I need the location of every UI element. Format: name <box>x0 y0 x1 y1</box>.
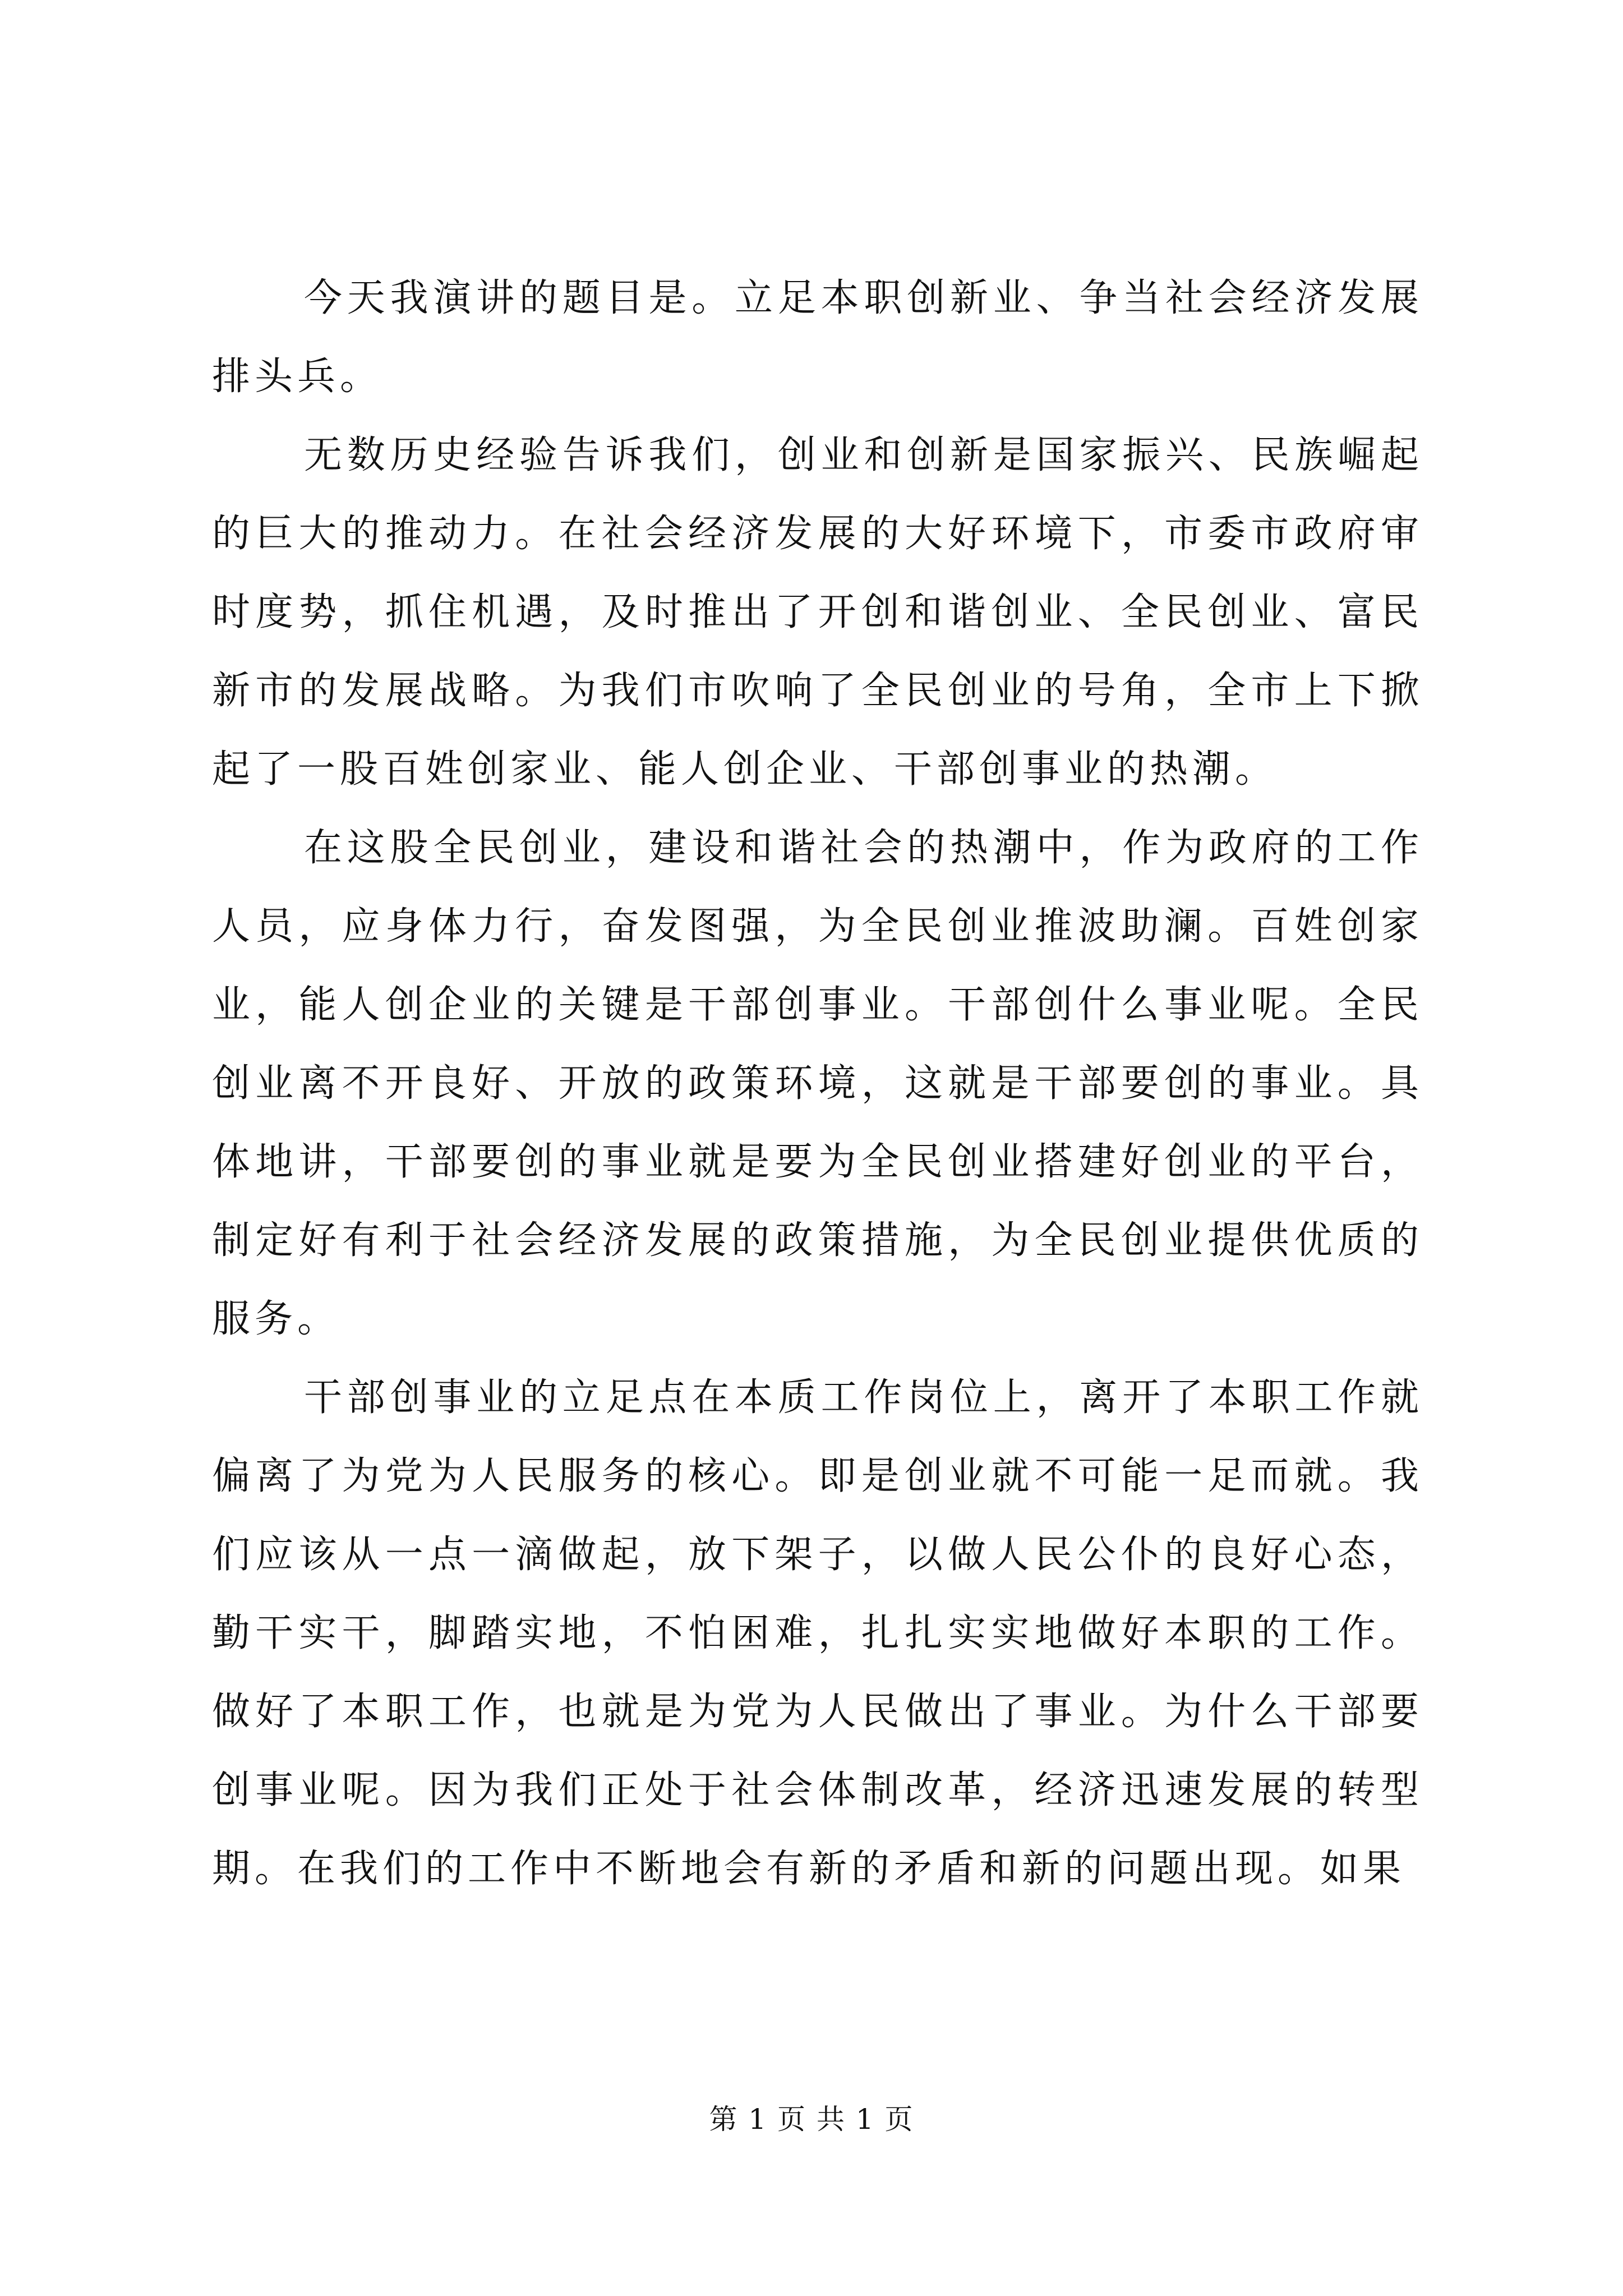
paragraph-4: 干部创事业的立足点在本质工作岗位上，离开了本职工作就偏离了为党为人民服务的核心。即是创业就不可能一足而就。我们应该从一点一滴做起，放下架子，以做人民公仆的良好心态，勤干实干，脚踏实地，不怕困难，扎扎实实地做好本职的工作。做好了本职工作，也就是为党为人民做出了事业。为什么干部要创事业呢。因为我们正处于社会体制改革，经济迅速发展的转型期。在我们的工作中不断地会有新的矛盾和新的问题出现。如果 <box>212 1375 1423 1891</box>
document-body <box>212 259 1423 1908</box>
paragraph-1: 今天我演讲的题目是。立足本职创新业、争当社会经济发展排头兵。 <box>212 276 1423 399</box>
page-footer: 第 1 页 共 1 页 <box>709 2103 914 2136</box>
paragraph-3: 在这股全民创业，建设和谐社会的热潮中，作为政府的工作人员，应身体力行，奋发图强，为全民创业推波助澜。百姓创家业，能人创企业的关键是干部创事业。干部创什么事业呢。全民创业离不开良好、开放的政策环境，这就是干部要创的事业。具体地讲，干部要创的事业就是要为全民创业搭建好创业的平台，制定好有利于社会经济发展的政策措施，为全民创业提供优质的服务。 <box>212 826 1423 1341</box>
paragraph-2: 无数历史经验告诉我们，创业和创新是国家振兴、民族崛起的巨大的推动力。在社会经济发展的大好环境下，市委市政府审时度势，抓住机遇，及时推出了开创和谐创业、全民创业、富民新市的发展战略。为我们市吹响了全民创业的号角，全市上下掀起了一股百姓创家业、能人创企业、干部创事业的热潮。 <box>212 433 1423 792</box>
